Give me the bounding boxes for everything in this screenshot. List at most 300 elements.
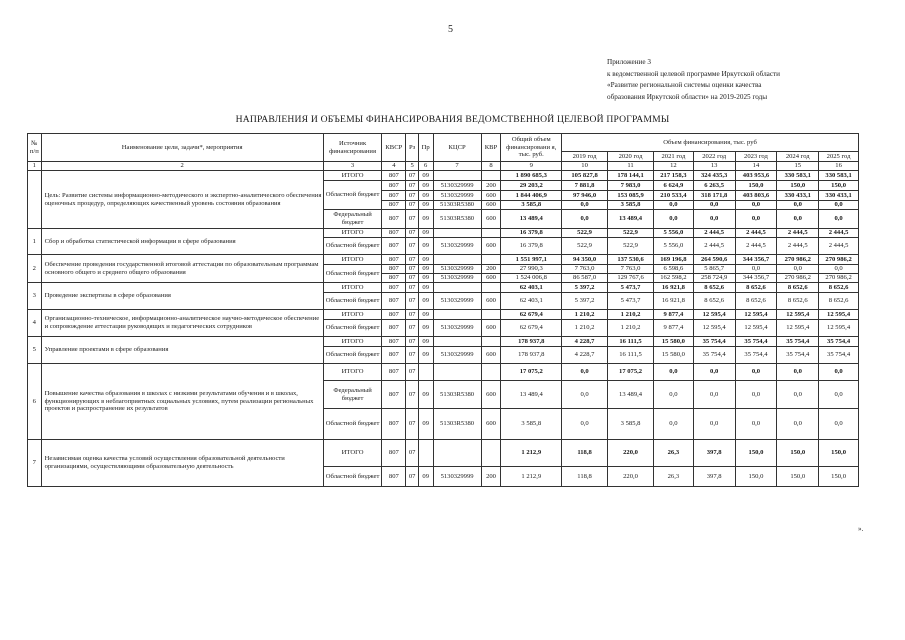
row-source: Областной бюджет [323,347,382,364]
document-title: НАПРАВЛЕНИЯ И ОБЪЕМЫ ФИНАНСИРОВАНИЯ ВЕДОМСТВЕННОЙ ЦЕЛЕВОЙ ПРОГРАММЫ [235,114,670,125]
row-kcsr: 5130329999 [433,320,481,337]
row-source: ИТОГО [323,255,382,265]
row-year-value: 6 624,9 [654,181,694,191]
row-rz: 07 [406,229,419,238]
row-year-value: 150,0 [735,181,777,191]
row-source: Федеральный бюджет [323,210,382,229]
row-source: Областной бюджет [323,181,382,210]
row-year-value: 0,0 [654,364,694,381]
header-year: 2023 год [735,152,777,162]
row-name: Управление проектами в сфере образования [41,337,323,364]
column-number: 12 [654,162,694,171]
row-year-value: 5 397,2 [562,283,608,293]
row-rz: 07 [406,293,419,310]
row-kvr: 200 [481,265,501,274]
row-kvsr: 807 [382,201,406,210]
header-year: 2022 год [693,152,735,162]
row-year-value: 0,0 [819,409,859,440]
row-kvsr: 807 [382,283,406,293]
row-kvr: 600 [481,191,501,201]
header-source: Источник финансирования [323,134,382,162]
row-year-value: 12 595,4 [777,310,819,320]
row-rz: 07 [406,310,419,320]
row-year-value: 2 444,5 [735,238,777,255]
row-year-value: 270 986,2 [777,274,819,283]
table-row [28,283,859,293]
column-number: 5 [406,162,419,171]
row-rz: 07 [406,337,419,347]
row-year-value: 0,0 [562,381,608,409]
column-number: 13 [693,162,735,171]
row-rz: 07 [406,238,419,255]
row-source: Областной бюджет [323,265,382,283]
row-year-value: 5 556,0 [654,229,694,238]
row-source: Федеральный бюджет [323,381,382,409]
table-body [28,171,859,487]
row-rz: 07 [406,283,419,293]
row-kcsr: 5130329999 [433,274,481,283]
row-kcsr: 51303R5380 [433,409,481,440]
row-kvsr: 807 [382,181,406,191]
column-number: 14 [735,162,777,171]
row-year-value: 35 754,4 [777,337,819,347]
row-kcsr [433,337,481,347]
row-kvsr: 807 [382,171,406,181]
row-source: ИТОГО [323,171,382,181]
row-kcsr [433,364,481,381]
appendix-line: Приложение 3 [607,58,651,66]
row-number [28,171,42,229]
row-total: 29 203,2 [501,181,562,191]
table-row [28,310,859,320]
row-year-value: 0,0 [654,201,694,210]
row-kvr [481,283,501,293]
row-year-value: 13 489,4 [608,210,654,229]
row-year-value: 1 210,2 [608,310,654,320]
row-kcsr [433,255,481,265]
row-year-value: 118,8 [562,467,608,487]
row-pr: 09 [418,337,433,347]
row-rz: 07 [406,255,419,265]
row-rz: 07 [406,364,419,381]
row-year-value: 8 652,6 [693,283,735,293]
row-number: 4 [28,310,42,337]
row-kvsr: 807 [382,337,406,347]
row-year-value: 0,0 [562,364,608,381]
row-year-value: 0,0 [819,201,859,210]
row-total: 1 890 685,3 [501,171,562,181]
header-year: 2019 год [562,152,608,162]
row-kcsr [433,283,481,293]
row-kvsr: 807 [382,310,406,320]
row-total: 13 489,4 [501,381,562,409]
row-year-value: 4 228,7 [562,337,608,347]
header-kvr: КВР [481,134,501,162]
row-year-value: 35 754,4 [819,347,859,364]
row-year-value: 8 652,6 [777,283,819,293]
row-year-value: 5 397,2 [562,293,608,310]
row-kvr: 600 [481,210,501,229]
row-rz: 07 [406,274,419,283]
row-name: Обеспечение проведения государственной итоговой аттестации по образовательным программам основного общего и среднего общего образования [41,255,323,283]
row-total: 16 379,8 [501,238,562,255]
row-total: 16 379,8 [501,229,562,238]
row-year-value: 8 652,6 [693,293,735,310]
row-year-value: 0,0 [777,210,819,229]
row-year-value: 8 652,6 [735,283,777,293]
row-year-value: 0,0 [735,210,777,229]
row-year-value: 153 085,9 [608,191,654,201]
financing-table [27,133,859,487]
row-kvr: 600 [481,293,501,310]
table-row [28,255,859,265]
row-year-value: 9 877,4 [654,310,694,320]
row-rz: 07 [406,181,419,191]
row-total: 1 524 006,8 [501,274,562,283]
row-year-value: 330 433,1 [819,191,859,201]
row-kcsr: 51303R5380 [433,210,481,229]
header-year: 2020 год [608,152,654,162]
row-year-value: 330 583,1 [819,171,859,181]
row-pr: 09 [418,320,433,337]
row-kcsr [433,229,481,238]
row-year-value: 0,0 [693,381,735,409]
header-year: 2021 год [654,152,694,162]
row-number: 6 [28,364,42,440]
row-year-value: 0,0 [819,364,859,381]
row-year-value: 150,0 [777,467,819,487]
row-total: 3 585,8 [501,201,562,210]
row-source: ИТОГО [323,283,382,293]
row-pr [418,440,433,467]
row-kvsr: 807 [382,320,406,337]
row-year-value: 270 986,2 [819,255,859,265]
row-year-value: 217 158,3 [654,171,694,181]
row-total: 1 551 997,1 [501,255,562,265]
row-year-value: 0,0 [693,201,735,210]
row-year-value: 8 652,6 [819,293,859,310]
table-row [28,337,859,347]
row-name: Сбор и обработка статистической информации в сфере образования [41,229,323,255]
row-year-value: 5 473,7 [608,283,654,293]
row-year-value: 270 986,2 [777,255,819,265]
row-total: 3 585,8 [501,409,562,440]
row-year-value: 97 946,0 [562,191,608,201]
row-source: ИТОГО [323,440,382,467]
header-kvsr: КВСР [382,134,406,162]
table-header [28,134,859,171]
row-year-value: 0,0 [654,210,694,229]
row-total: 27 990,3 [501,265,562,274]
row-year-value: 397,8 [693,440,735,467]
row-rz: 07 [406,265,419,274]
row-year-value: 35 754,4 [693,347,735,364]
row-pr: 09 [418,255,433,265]
row-year-value: 118,8 [562,440,608,467]
column-number: 6 [418,162,433,171]
row-kvr: 200 [481,467,501,487]
row-kvr [481,229,501,238]
row-year-value: 0,0 [777,265,819,274]
row-total: 1 212,9 [501,467,562,487]
row-total: 62 403,1 [501,283,562,293]
column-number: 2 [41,162,323,171]
appendix-line: «Развитие региональной системы оценки качества [607,81,762,89]
row-year-value: 0,0 [693,409,735,440]
row-total: 13 489,4 [501,210,562,229]
row-kvsr: 807 [382,347,406,364]
row-year-value: 2 444,5 [693,238,735,255]
row-year-value: 403 953,6 [735,171,777,181]
row-year-value: 1 210,2 [562,320,608,337]
row-year-value: 3 585,8 [608,409,654,440]
row-year-value: 0,0 [819,381,859,409]
row-source: Областной бюджет [323,293,382,310]
row-pr: 09 [418,201,433,210]
row-year-value: 0,0 [735,201,777,210]
row-year-value: 17 075,2 [608,364,654,381]
row-source: ИТОГО [323,229,382,238]
row-year-value: 129 767,6 [608,274,654,283]
row-total: 17 075,2 [501,364,562,381]
header-kcsr: КЦСР [433,134,481,162]
row-year-value: 0,0 [777,364,819,381]
row-kvr [481,337,501,347]
row-year-value: 4 228,7 [562,347,608,364]
row-year-value: 169 196,8 [654,255,694,265]
row-year-value: 0,0 [777,381,819,409]
row-kvsr: 807 [382,440,406,467]
row-total: 178 937,8 [501,337,562,347]
row-year-value: 318 171,8 [693,191,735,201]
row-year-value: 16 111,5 [608,347,654,364]
row-kvsr: 807 [382,381,406,409]
row-total: 1 844 406,9 [501,191,562,201]
row-name: Проведение экспертизы в сфере образования [41,283,323,310]
row-source: Областной бюджет [323,238,382,255]
row-kcsr: 5130329999 [433,265,481,274]
row-year-value: 2 444,5 [693,229,735,238]
row-year-value: 0,0 [777,201,819,210]
row-year-value: 9 877,4 [654,320,694,337]
row-kvr: 600 [481,201,501,210]
table-row [28,364,859,381]
row-year-value: 324 435,3 [693,171,735,181]
row-year-value: 35 754,4 [735,337,777,347]
row-year-value: 150,0 [819,440,859,467]
header-name: Наименование цели, задачи*, мероприятия [41,134,323,162]
row-pr: 09 [418,409,433,440]
row-year-value: 150,0 [735,467,777,487]
row-pr: 09 [418,265,433,274]
row-year-value: 6 598,6 [654,265,694,274]
row-pr [418,364,433,381]
row-year-value: 258 724,9 [693,274,735,283]
row-kvr: 600 [481,347,501,364]
row-year-value: 15 580,0 [654,337,694,347]
row-year-value: 94 350,0 [562,255,608,265]
row-kvr [481,255,501,265]
row-year-value: 16 111,5 [608,337,654,347]
row-year-value: 270 986,2 [819,274,859,283]
row-kvsr: 807 [382,409,406,440]
row-kvsr: 807 [382,210,406,229]
row-year-value: 397,8 [693,467,735,487]
row-year-value: 8 652,6 [735,293,777,310]
row-year-value: 330 583,1 [777,171,819,181]
row-source: Областной бюджет [323,409,382,440]
column-number: 11 [608,162,654,171]
row-year-value: 344 356,7 [735,274,777,283]
row-year-value: 8 652,6 [777,293,819,310]
row-pr: 09 [418,181,433,191]
row-year-value: 5 473,7 [608,293,654,310]
row-year-value: 2 444,5 [777,238,819,255]
row-pr: 09 [418,274,433,283]
row-kvr: 600 [481,238,501,255]
page-number: 5 [448,24,453,35]
row-year-value: 0,0 [819,210,859,229]
row-year-value: 150,0 [777,181,819,191]
column-number: 4 [382,162,406,171]
header-rz: Рз [406,134,419,162]
row-rz: 07 [406,440,419,467]
row-kvsr: 807 [382,255,406,265]
row-rz: 07 [406,210,419,229]
row-year-value: 105 827,8 [562,171,608,181]
header-num: № п/п [28,134,42,162]
row-year-value: 2 444,5 [735,229,777,238]
row-year-value: 2 444,5 [777,229,819,238]
table-row [28,171,859,181]
row-year-value: 26,3 [654,467,694,487]
row-year-value: 0,0 [562,210,608,229]
row-kcsr: 5130329999 [433,293,481,310]
row-pr: 09 [418,347,433,364]
row-pr: 09 [418,238,433,255]
row-total: 1 212,9 [501,440,562,467]
row-kvr: 600 [481,320,501,337]
row-year-value: 522,9 [562,229,608,238]
row-source: Областной бюджет [323,467,382,487]
row-kcsr: 5130329999 [433,238,481,255]
row-year-value: 2 444,5 [819,238,859,255]
row-year-value: 5 556,0 [654,238,694,255]
row-pr: 09 [418,229,433,238]
row-name: Цель: Развитие системы информационно-методического и экспертно-аналитического обеспечения оценочных процедур, определяющих качественный уровень состояния образования [41,171,323,229]
row-year-value: 344 356,7 [735,255,777,265]
row-year-value: 220,0 [608,440,654,467]
row-year-value: 0,0 [654,409,694,440]
row-source: ИТОГО [323,337,382,347]
row-year-value: 35 754,4 [777,347,819,364]
row-kvr [481,440,501,467]
row-year-value: 2 444,5 [819,229,859,238]
row-kvr [481,364,501,381]
row-kcsr [433,310,481,320]
row-year-value: 6 263,5 [693,181,735,191]
row-year-value: 12 595,4 [819,310,859,320]
row-year-value: 0,0 [777,409,819,440]
row-year-value: 5 865,7 [693,265,735,274]
row-year-value: 0,0 [819,265,859,274]
row-source: ИТОГО [323,310,382,320]
row-year-value: 35 754,4 [693,337,735,347]
row-year-value: 12 595,4 [693,320,735,337]
row-rz: 07 [406,347,419,364]
row-year-value: 0,0 [735,265,777,274]
row-year-value: 150,0 [735,440,777,467]
row-rz: 07 [406,171,419,181]
row-kvsr: 807 [382,229,406,238]
row-kvsr: 807 [382,274,406,283]
row-pr: 09 [418,381,433,409]
row-year-value: 150,0 [777,440,819,467]
row-year-value: 12 595,4 [735,320,777,337]
row-year-value: 3 585,8 [608,201,654,210]
row-year-value: 220,0 [608,467,654,487]
row-total: 62 679,4 [501,320,562,337]
row-year-value: 522,9 [562,238,608,255]
row-rz: 07 [406,381,419,409]
column-number: 10 [562,162,608,171]
row-year-value: 0,0 [562,409,608,440]
row-rz: 07 [406,467,419,487]
row-total: 62 403,1 [501,293,562,310]
row-kcsr [433,171,481,181]
header-volume: Объем финансирования, тыс. руб [562,134,859,152]
row-pr: 09 [418,210,433,229]
row-number: 3 [28,283,42,310]
row-year-value: 330 433,1 [777,191,819,201]
row-year-value: 0,0 [735,381,777,409]
row-kvr: 600 [481,409,501,440]
row-year-value: 8 652,6 [819,283,859,293]
row-rz: 07 [406,320,419,337]
row-rz: 07 [406,409,419,440]
row-year-value: 12 595,4 [735,310,777,320]
column-number: 16 [819,162,859,171]
row-kvsr: 807 [382,293,406,310]
row-kvsr: 807 [382,265,406,274]
row-kvr: 600 [481,274,501,283]
row-year-value: 7 983,0 [608,181,654,191]
row-year-value: 210 533,4 [654,191,694,201]
row-kcsr: 5130329999 [433,467,481,487]
appendix-line: к ведомственной целевой программе Иркутской области [607,69,781,78]
row-kcsr: 5130329999 [433,181,481,191]
row-total: 178 937,8 [501,347,562,364]
row-year-value: 150,0 [819,467,859,487]
row-kvsr: 807 [382,238,406,255]
row-kcsr: 51303R5380 [433,201,481,210]
row-year-value: 12 595,4 [777,320,819,337]
row-year-value: 16 921,8 [654,293,694,310]
row-name: Независимая оценка качества условий осуществления образовательной деятельности организациями, осуществляющими образовательную деятельность [41,440,323,487]
row-year-value: 13 489,4 [608,381,654,409]
row-year-value: 7 881,8 [562,181,608,191]
row-year-value: 162 598,2 [654,274,694,283]
row-number: 5 [28,337,42,364]
column-number: 8 [481,162,501,171]
row-total: 62 679,4 [501,310,562,320]
row-kvr [481,310,501,320]
row-number: 1 [28,229,42,255]
row-pr: 09 [418,191,433,201]
column-number: 3 [323,162,382,171]
row-year-value: 86 587,0 [562,274,608,283]
table-row [28,440,859,467]
